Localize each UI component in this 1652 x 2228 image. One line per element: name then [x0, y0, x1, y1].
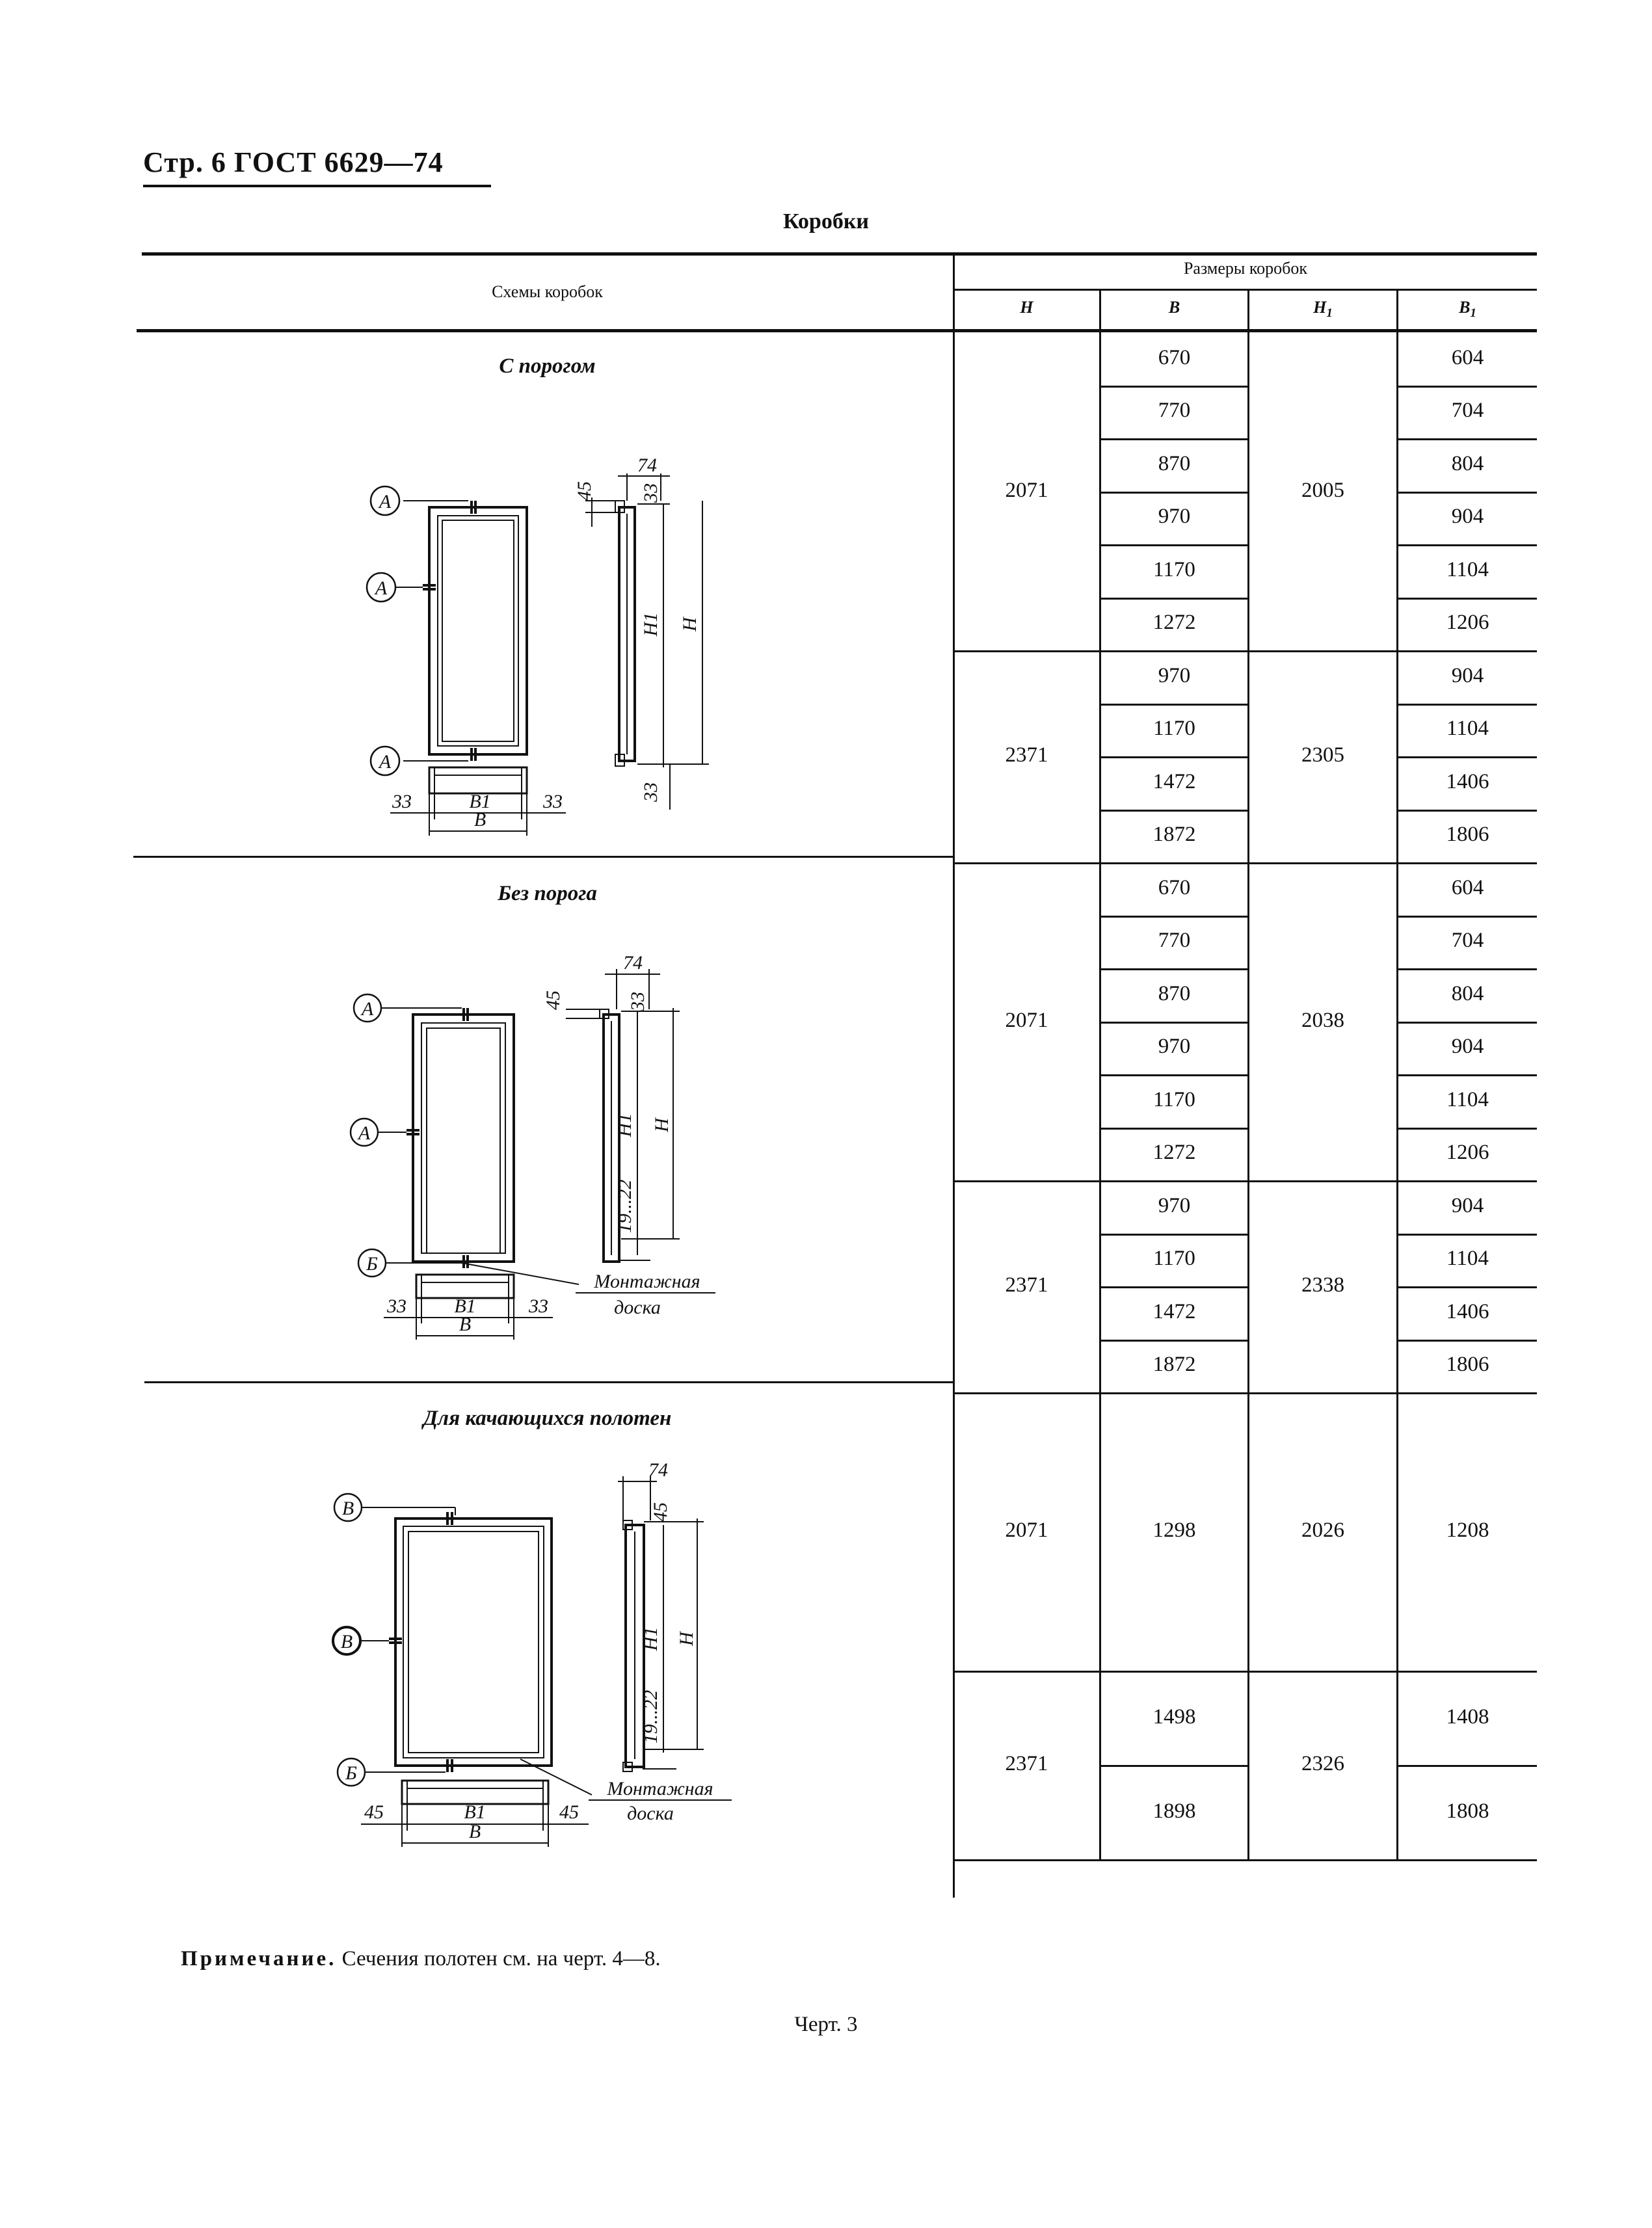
table-caption: Коробки: [782, 209, 870, 233]
row-rule: [1101, 1286, 1247, 1288]
svg-text:33: 33: [529, 1295, 548, 1317]
group-rule: [954, 862, 1537, 864]
row-rule: [1398, 1340, 1537, 1342]
col-header-schemes: Схемы коробок: [492, 282, 603, 301]
svg-text:А: А: [375, 577, 388, 599]
dims-header-rule: [954, 289, 1537, 291]
cell-b1: 1208: [1446, 1518, 1489, 1542]
subheader-h1: $H_1$: [1313, 298, 1333, 320]
drawing-box-without-threshold: [345, 949, 800, 1353]
cell-b: 870: [1158, 451, 1191, 475]
row-rule: [1101, 1074, 1247, 1076]
cell-b1: 904: [1451, 505, 1484, 529]
row-rule: [1101, 810, 1247, 812]
cell-b1: 904: [1451, 663, 1484, 687]
cell-b1: 804: [1451, 451, 1484, 475]
cell-h1: 2005: [1301, 478, 1344, 502]
svg-text:B: B: [468, 1821, 481, 1842]
drawing-box-with-threshold: [351, 436, 793, 852]
svg-text:33: 33: [640, 782, 661, 802]
section-title-swing-doors: Для качающихся полотен: [423, 1407, 672, 1430]
cell-b: 1170: [1153, 717, 1195, 741]
cell-b: 770: [1158, 399, 1191, 423]
cell-b1: 1806: [1446, 823, 1489, 847]
group-rule: [954, 650, 1537, 652]
cell-b: 1298: [1152, 1518, 1196, 1542]
cell-b: 970: [1158, 505, 1191, 529]
svg-text:B1: B1: [454, 1295, 476, 1317]
cell-b1: 1104: [1446, 1247, 1489, 1271]
svg-text:Б: Б: [345, 1762, 357, 1784]
section-title-without-threshold: Без порога: [498, 882, 597, 905]
row-rule: [1398, 916, 1537, 918]
group-rule: [954, 1392, 1537, 1394]
svg-text:74: 74: [623, 952, 643, 974]
row-rule: [1101, 1340, 1247, 1342]
svg-text:H1: H1: [640, 612, 661, 637]
cell-b: 1170: [1153, 1087, 1195, 1111]
svg-text:B: B: [459, 1314, 472, 1335]
svg-text:Монтажная: Монтажная: [594, 1271, 700, 1292]
row-rule: [1398, 1074, 1537, 1076]
cell-b1: 804: [1451, 981, 1484, 1005]
cell-b: 970: [1158, 1193, 1191, 1217]
cell-b: 770: [1158, 929, 1191, 953]
svg-text:33: 33: [543, 791, 563, 812]
cell-b: 1472: [1152, 1299, 1196, 1323]
svg-text:19...22: 19...22: [614, 1179, 635, 1234]
svg-text:45: 45: [364, 1801, 384, 1823]
cell-b1: 1408: [1446, 1704, 1489, 1729]
subheader-h: H: [1020, 298, 1033, 317]
svg-text:45: 45: [650, 1502, 671, 1522]
row-rule: [1101, 968, 1247, 970]
row-rule: [1398, 544, 1537, 546]
section-divider-2: [144, 1381, 953, 1383]
cell-h1: 2338: [1301, 1273, 1344, 1297]
cell-b: 1170: [1153, 557, 1195, 581]
note-label: Примечание.: [181, 1947, 337, 1970]
cell-b1: 704: [1451, 399, 1484, 423]
cell-b: 1872: [1152, 1353, 1196, 1377]
cell-h: 2371: [1005, 1752, 1048, 1775]
group-rule: [954, 1859, 1537, 1861]
svg-text:Б: Б: [366, 1253, 378, 1275]
row-rule: [1101, 598, 1247, 600]
frame-outline: [395, 1518, 552, 1766]
page-number: Стр. 6: [143, 146, 226, 178]
row-rule: [1398, 704, 1537, 706]
svg-text:33: 33: [392, 791, 412, 812]
frame-outline: [413, 1015, 514, 1262]
standard-code: ГОСТ 6629—74: [233, 146, 444, 178]
drawing-box-swing-doors: [325, 1463, 780, 1879]
cell-b: 970: [1158, 1035, 1191, 1059]
row-rule: [1398, 1128, 1537, 1130]
cell-b: 1272: [1152, 611, 1196, 635]
svg-text:74: 74: [648, 1463, 668, 1481]
svg-text:А: А: [358, 1122, 371, 1144]
cell-b: 670: [1158, 345, 1191, 369]
cell-b1: 904: [1451, 1193, 1484, 1217]
cell-b1: 604: [1451, 345, 1484, 369]
col-divider: [1247, 332, 1249, 1859]
svg-text:H: H: [679, 617, 700, 631]
row-rule: [1101, 386, 1247, 388]
cell-h: 2071: [1005, 1518, 1048, 1542]
row-rule: [1101, 1234, 1247, 1236]
col-divider: [1396, 332, 1398, 1859]
figure-label: Черт. 3: [794, 2013, 858, 2036]
cell-h: 2371: [1005, 1273, 1048, 1297]
cell-h1: 2026: [1301, 1518, 1344, 1542]
cell-b: 1272: [1152, 1141, 1196, 1165]
group-rule: [954, 1671, 1537, 1673]
row-rule: [1101, 704, 1247, 706]
row-rule: [1398, 386, 1537, 388]
svg-text:H: H: [651, 1118, 673, 1132]
row-rule: [1398, 492, 1537, 494]
row-rule: [1398, 438, 1537, 440]
row-rule: [1101, 438, 1247, 440]
section-title-with-threshold: С порогом: [499, 354, 596, 378]
cell-b: 870: [1158, 981, 1191, 1005]
cell-b1: 1406: [1446, 1299, 1489, 1323]
svg-text:доска: доска: [627, 1803, 674, 1824]
header-rule: [143, 185, 491, 187]
cell-b1: 1104: [1446, 717, 1489, 741]
svg-text:А: А: [379, 491, 392, 512]
cell-b1: 1808: [1446, 1799, 1489, 1823]
row-rule: [1101, 1022, 1247, 1024]
section-divider-1: [133, 856, 953, 858]
cell-b: 1872: [1152, 823, 1196, 847]
col-header-dims: Размеры коробок: [1183, 259, 1308, 278]
svg-text:доска: доска: [614, 1297, 661, 1318]
svg-text:33: 33: [640, 483, 661, 503]
cell-b1: 604: [1451, 875, 1484, 899]
cell-h: 2071: [1005, 1008, 1048, 1032]
cell-b1: 704: [1451, 929, 1484, 953]
cell-h: 2371: [1005, 743, 1048, 767]
svg-text:B1: B1: [469, 791, 491, 812]
row-rule: [1101, 756, 1247, 758]
col-divider: [1099, 332, 1101, 1859]
note: [181, 1947, 661, 1971]
svg-text:45: 45: [574, 481, 595, 501]
cell-b1: 1406: [1446, 769, 1489, 793]
svg-text:А: А: [361, 998, 374, 1020]
cell-b1: 1806: [1446, 1353, 1489, 1377]
cell-b: 1898: [1152, 1799, 1196, 1823]
svg-text:Монтажная: Монтажная: [607, 1778, 713, 1799]
cell-h1: 2326: [1301, 1752, 1344, 1775]
svg-text:H1: H1: [614, 1113, 635, 1137]
row-rule: [1398, 1234, 1537, 1236]
subheader-b: B: [1168, 298, 1180, 317]
svg-text:33: 33: [627, 992, 648, 1011]
table-top-rule: [142, 252, 1537, 256]
row-rule: [1398, 1022, 1537, 1024]
row-rule: [1398, 810, 1537, 812]
row-rule: [1101, 544, 1247, 546]
cell-b: 670: [1158, 875, 1191, 899]
cell-b: 970: [1158, 663, 1191, 687]
row-rule: [1101, 492, 1247, 494]
row-rule: [1398, 1286, 1537, 1288]
cell-h1: 2305: [1301, 743, 1344, 767]
header-bottom-rule: [137, 329, 1537, 332]
svg-text:H: H: [676, 1632, 697, 1646]
note-text: Сечения полотен см. на черт. 4—8.: [336, 1947, 661, 1970]
cell-b1: 1206: [1446, 1141, 1489, 1165]
svg-text:B: B: [473, 809, 486, 830]
cell-b: 1170: [1153, 1247, 1195, 1271]
row-rule: [1101, 916, 1247, 918]
cell-h1: 2038: [1301, 1008, 1344, 1032]
row-rule: [1398, 756, 1537, 758]
row-rule: [1101, 1128, 1247, 1130]
frame-outline: [429, 507, 527, 754]
cell-b1: 1104: [1446, 557, 1489, 581]
cell-b: 1498: [1152, 1704, 1196, 1729]
cell-b: 1472: [1152, 769, 1196, 793]
svg-text:А: А: [379, 751, 392, 773]
group-rule: [954, 1180, 1537, 1182]
svg-text:33: 33: [387, 1295, 406, 1317]
row-rule: [1398, 1765, 1537, 1767]
svg-text:45: 45: [559, 1801, 579, 1823]
svg-text:В: В: [341, 1498, 354, 1519]
cell-b1: 1206: [1446, 611, 1489, 635]
svg-text:B1: B1: [464, 1801, 486, 1823]
subheader-b1: $B_1$: [1459, 298, 1476, 320]
svg-text:H1: H1: [640, 1626, 661, 1651]
row-rule: [1101, 1765, 1247, 1767]
row-rule: [1398, 598, 1537, 600]
cell-b1: 904: [1451, 1035, 1484, 1059]
page-header: [143, 146, 444, 179]
svg-text:19...22: 19...22: [640, 1690, 661, 1744]
svg-text:В: В: [340, 1631, 353, 1652]
cell-h: 2071: [1005, 478, 1048, 502]
row-rule: [1398, 968, 1537, 970]
svg-text:45: 45: [542, 990, 564, 1010]
svg-text:74: 74: [637, 455, 657, 476]
cell-b1: 1104: [1446, 1087, 1489, 1111]
